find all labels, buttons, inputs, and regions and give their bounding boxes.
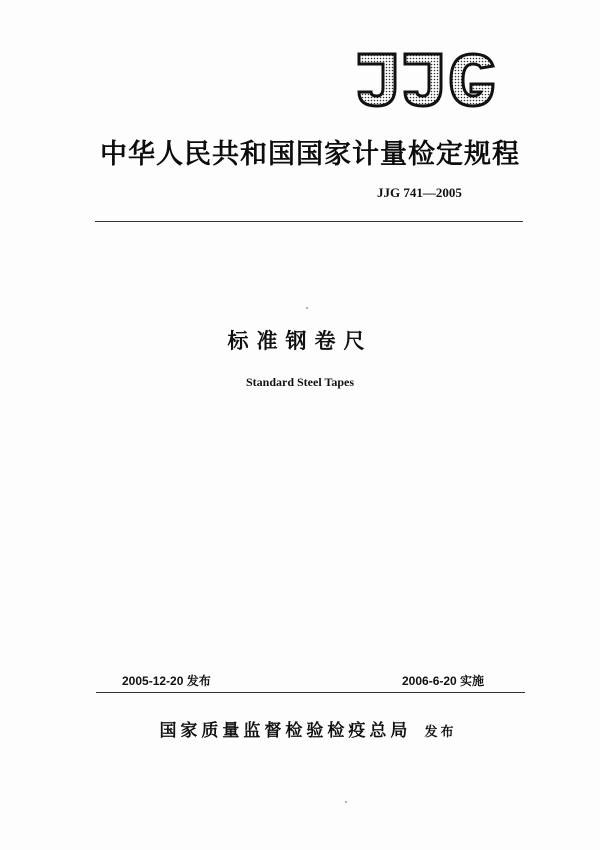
publisher-line	[0, 716, 600, 741]
document-title-english: Standard Steel Tapes	[245, 375, 355, 389]
publisher-name: 国家质量监督检验检疫总局	[159, 721, 412, 741]
standard-series-title: 中华人民共和国国家计量检定规程	[100, 139, 520, 170]
implementation-date: 2006-6-20 实施	[402, 674, 485, 688]
scan-speck	[306, 307, 308, 309]
scan-speck	[345, 801, 347, 803]
publisher-action: 发布	[424, 725, 457, 740]
bottom-divider	[96, 692, 525, 693]
jjg-logo-icon	[355, 48, 497, 112]
document-title-chinese: 标准钢卷尺	[227, 329, 373, 353]
issue-date: 2005-12-20 发布	[122, 674, 211, 688]
logo-letter-j2	[405, 54, 441, 106]
logo-letter-j1	[359, 54, 395, 106]
logo-letter-g	[451, 54, 493, 106]
standard-code: JJG 741—2005	[377, 185, 462, 200]
top-divider	[95, 221, 523, 222]
jjg-logo	[355, 48, 497, 112]
